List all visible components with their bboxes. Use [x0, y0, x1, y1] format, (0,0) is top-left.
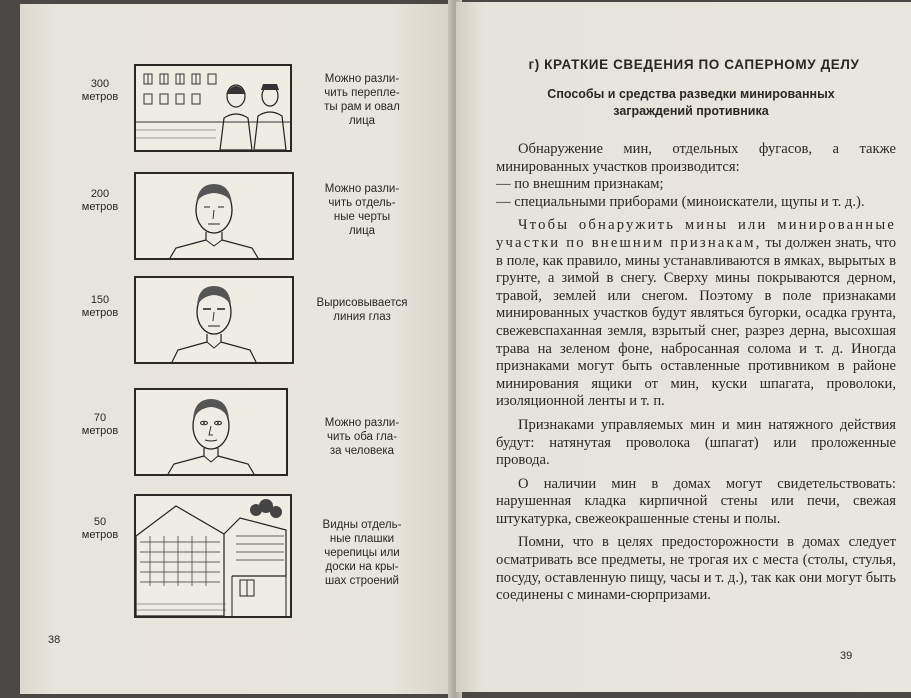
distance-caption: Можно разли- чить отдель- ные черты лица [324, 183, 400, 237]
page-number-left: 38 [48, 634, 61, 646]
distance-row-150 [20, 272, 454, 368]
body-text [496, 141, 896, 611]
distance-label: 300 метров [81, 78, 119, 103]
section-title: г) КРАТКИЕ СВЕДЕНИЯ ПО САПЕРНОМУ ДЕЛУ [528, 57, 860, 72]
paragraph-2-rest: ты должен знать, что в поле, как правило, мины устанавливаются в ямках, вырытых в грунте, а зимой в снегу. Сверху мины покрываются дерном, травой, землей или снегом. Поэтому в поле признаками минированных участков будут являться бугорки, осадка грунта, свежевспаханная земля, взрытый снег, разрез дерна, высохшая трава на зеленом фоне, набросанная солома и т. д. Иногда признаками могут быть оставленные противником в районе минирования ящики от мин, куски шпагата, проволоки, изоляционной ленты и т. п. [496, 234, 896, 410]
paragraph-4: О наличии мин в домах могут свидетельствовать: нарушенная кладка кирпичной стены или печи, свежая штукатурка, свежеокрашенные стены и полы. [496, 475, 896, 527]
illustration-face-70 [134, 388, 288, 476]
page-number-right: 39 [840, 650, 853, 662]
illustration-face-200 [134, 172, 294, 260]
distance-label: 150 метров [81, 294, 119, 319]
distance-caption: Можно разли- чить перепле- ты рам и овал лица [324, 73, 400, 127]
distance-label: 70 метров [81, 412, 119, 437]
list-item-external-signs: — по внешним признакам; [496, 176, 664, 193]
distance-label: 200 метров [81, 188, 119, 213]
distance-row-300 [20, 60, 454, 156]
distance-caption: Вырисовывается линия глаз [316, 297, 408, 323]
distance-row-50 [20, 492, 454, 622]
left-page [20, 4, 454, 694]
paragraph-1: Обнаружение мин, отдельных фугасов, а также минированных участков производится: [496, 141, 896, 175]
distance-caption: Можно разли- чить оба гла- за человека [324, 417, 400, 457]
paragraph-2 [496, 217, 896, 411]
list-item-special-devices: — специальными приборами (миноискатели, щупы и т. д.). [496, 193, 865, 210]
distance-row-200 [20, 168, 454, 264]
distance-label: 50 метров [81, 516, 119, 541]
illustration-rooftops [134, 494, 292, 618]
section-subtitle: Способы и средства разведки минированных заграждений противника [547, 87, 835, 118]
illustration-face-150 [134, 276, 294, 364]
distance-caption: Видны отдель- ные плашки черепицы или доски на кры- шах строений [322, 519, 402, 587]
paragraph-3: Признаками управляемых мин и мин натяжного действия будут: натянутая проволока (шпагат) или проложенные провода. [496, 416, 896, 469]
illustration-street-scene [134, 64, 292, 152]
distance-row-70 [20, 384, 454, 480]
paragraph-2-emphasis: Чтобы обнаружить мины или минированные участки по внешним признакам, [496, 217, 896, 251]
right-page [456, 2, 911, 692]
paragraph-5: Помни, что в целях предосторожности в домах следует осматривать все предметы, не трогая их с места (столы, стулья, посуду, оставленную пищу, часы и т. д.), так как они могут быть соединены с минами-сюрпризами. [496, 534, 896, 604]
